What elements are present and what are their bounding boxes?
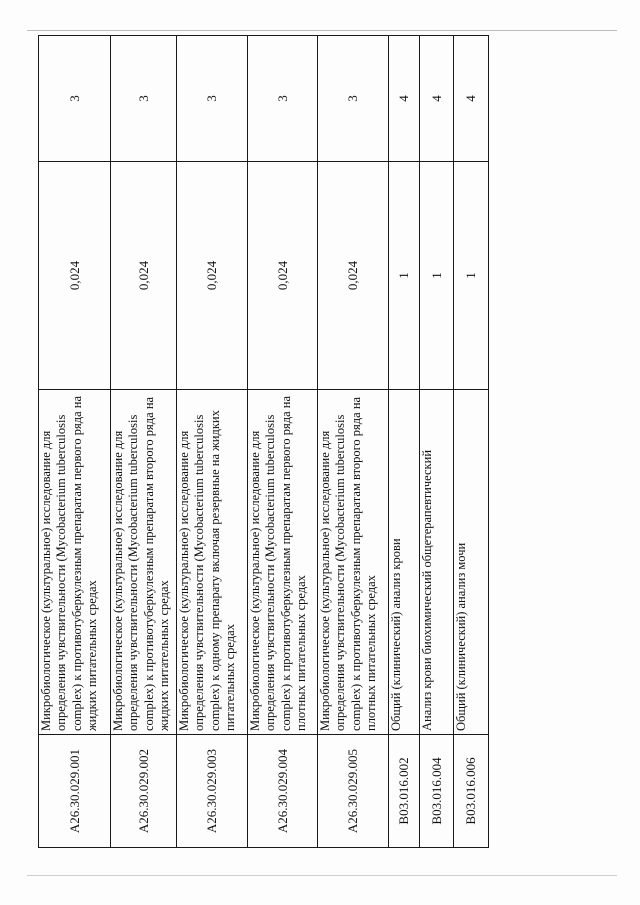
frequency-value: 0,024 bbox=[177, 162, 248, 390]
frequency-value: 1 bbox=[454, 162, 489, 390]
table-row bbox=[454, 36, 489, 848]
table-row bbox=[248, 36, 318, 848]
service-code: A26.30.029.003 bbox=[177, 735, 248, 848]
table-row bbox=[389, 36, 420, 848]
frequency-value: 0,024 bbox=[248, 162, 318, 390]
service-code: A26.30.029.005 bbox=[318, 735, 389, 848]
frequency-value: 0,024 bbox=[318, 162, 389, 390]
multiplicity-value: 3 bbox=[39, 36, 111, 162]
table-row bbox=[420, 36, 454, 848]
frequency-value: 0,024 bbox=[39, 162, 111, 390]
services-table bbox=[38, 35, 489, 848]
service-code: B03.016.004 bbox=[420, 735, 454, 848]
multiplicity-value: 4 bbox=[454, 36, 489, 162]
service-code: B03.016.006 bbox=[454, 735, 489, 848]
service-name: Микробиологическое (культуральное) исследование для определения чувствительности (Mycobacterium tuberculosis complex) к противотуберкулезным препаратам первого ряда на плотных питательных средах bbox=[248, 390, 318, 735]
multiplicity-value: 3 bbox=[177, 36, 248, 162]
service-code: B03.016.002 bbox=[389, 735, 420, 848]
frequency-value: 1 bbox=[420, 162, 454, 390]
service-name: Анализ крови биохимический общетерапевтический bbox=[420, 390, 454, 735]
table-row bbox=[39, 36, 111, 848]
service-code: A26.30.029.002 bbox=[111, 735, 177, 848]
service-code: A26.30.029.004 bbox=[248, 735, 318, 848]
service-code: A26.30.029.001 bbox=[39, 735, 111, 848]
service-name: Микробиологическое (культуральное) исследование для определения чувствительности (Mycobacterium tuberculosis complex) к противотуберкулезным препаратам первого ряда на жидких питательных средах bbox=[39, 390, 111, 735]
table-row bbox=[177, 36, 248, 848]
multiplicity-value: 4 bbox=[389, 36, 420, 162]
rotated-table-container bbox=[38, 36, 488, 848]
table-row bbox=[111, 36, 177, 848]
multiplicity-value: 3 bbox=[111, 36, 177, 162]
multiplicity-value: 3 bbox=[318, 36, 389, 162]
table-row bbox=[318, 36, 389, 848]
service-name: Микробиологическое (культуральное) исследование для определения чувствительности (Mycobacterium tuberculosis complex) к противотуберкулезным препаратам второго ряда на жидких питательных средах bbox=[111, 390, 177, 735]
frequency-value: 0,024 bbox=[111, 162, 177, 390]
frequency-value: 1 bbox=[389, 162, 420, 390]
multiplicity-value: 4 bbox=[420, 36, 454, 162]
service-name: Общий (клинический) анализ мочи bbox=[454, 390, 489, 735]
service-name: Микробиологическое (культуральное) исследование для определения чувствительности (Mycobacterium tuberculosis complex) к одному препарату включая резервные на жидких питательных средах bbox=[177, 390, 248, 735]
service-name: Общий (клинический) анализ крови bbox=[389, 390, 420, 735]
service-name: Микробиологическое (культуральное) исследование для определения чувствительности (Mycobacterium tuberculosis complex) к противотуберкулезным препаратам второго ряда на плотных питательных средах bbox=[318, 390, 389, 735]
multiplicity-value: 3 bbox=[248, 36, 318, 162]
